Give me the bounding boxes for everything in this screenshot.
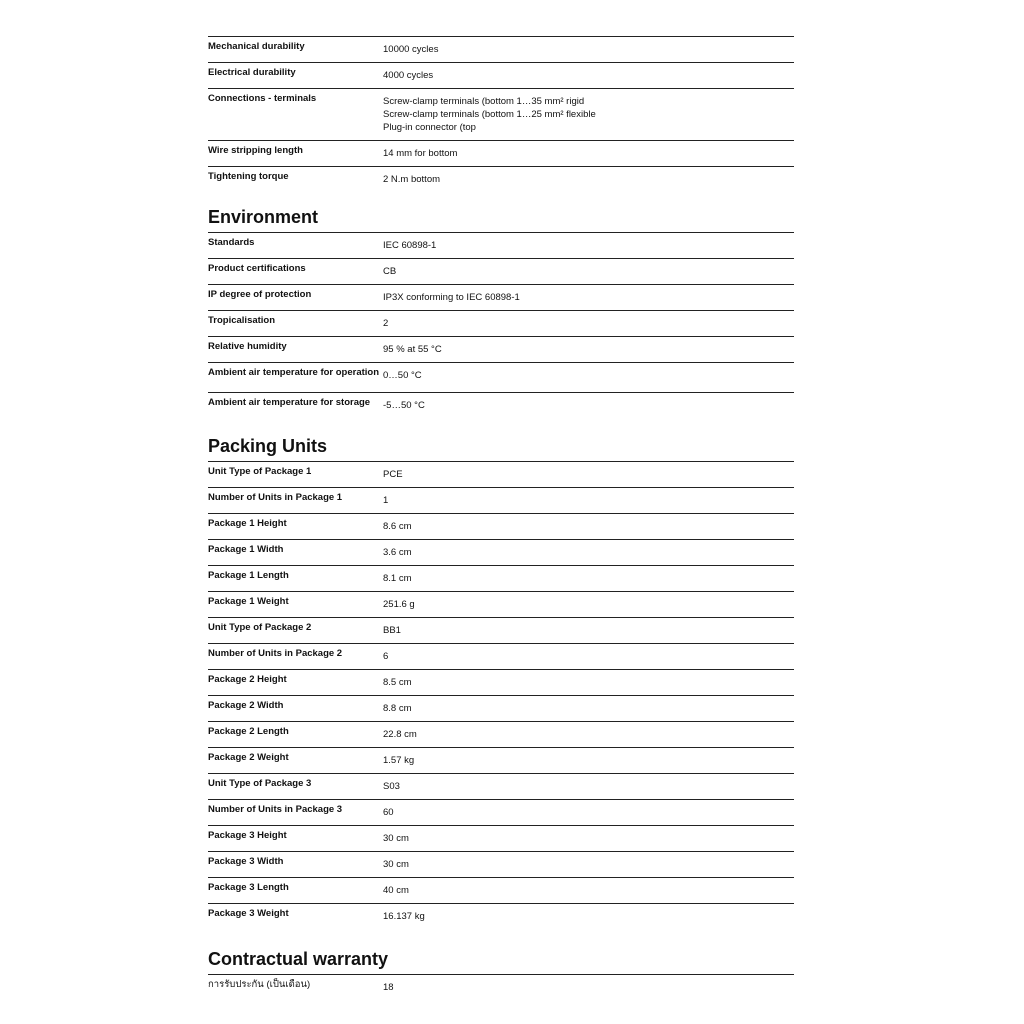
- spec-value-line: IEC 60898-1: [383, 240, 437, 251]
- spec-label: IP degree of protection: [208, 289, 312, 300]
- spec-value: [383, 37, 794, 62]
- spec-value: [383, 540, 794, 565]
- spec-value-line: 10000 cycles: [383, 44, 439, 55]
- spec-value: [383, 826, 794, 851]
- spec-value: [383, 63, 794, 88]
- spec-label: Electrical durability: [208, 67, 296, 78]
- spec-value: [383, 566, 794, 591]
- spec-value: [383, 462, 794, 487]
- spec-row-standards: [208, 232, 794, 258]
- spec-value-line: 40 cm: [383, 885, 409, 896]
- packing-spec-table: [208, 461, 794, 929]
- spec-row: [208, 565, 794, 591]
- spec-value-line: BB1: [383, 625, 401, 636]
- spec-label: Package 2 Length: [208, 726, 289, 737]
- spec-row-ambient-operation: [208, 362, 794, 392]
- spec-value-line: 16.137 kg: [383, 911, 425, 922]
- spec-row: [208, 773, 794, 799]
- spec-row: [208, 539, 794, 565]
- spec-row: [208, 851, 794, 877]
- spec-label: Ambient air temperature for storage: [208, 397, 371, 408]
- spec-value-line: PCE: [383, 469, 403, 480]
- spec-label: Package 3 Height: [208, 830, 287, 841]
- spec-row-relative-humidity: [208, 336, 794, 362]
- spec-row: [208, 903, 794, 929]
- spec-label: Package 2 Height: [208, 674, 287, 685]
- spec-value-line: 251.6 g: [383, 599, 415, 610]
- spec-value-line: 3.6 cm: [383, 547, 412, 558]
- spec-row: [208, 461, 794, 487]
- spec-value-line: Screw-clamp terminals (bottom 1…25 mm² flexible: [383, 109, 596, 120]
- spec-value-line: 2 N.m bottom: [383, 174, 441, 185]
- spec-label: Number of Units in Package 2: [208, 648, 343, 659]
- spec-row: [208, 799, 794, 825]
- spec-value: [383, 393, 794, 422]
- spec-row: [208, 877, 794, 903]
- spec-row-tropicalisation: [208, 310, 794, 336]
- environment-spec-table: [208, 232, 794, 422]
- spec-value: [383, 696, 794, 721]
- spec-value-line: 30 cm: [383, 833, 409, 844]
- spec-label: Unit Type of Package 2: [208, 622, 312, 633]
- spec-value-line: IP3X conforming to IEC 60898-1: [383, 292, 520, 303]
- spec-value: [383, 852, 794, 877]
- spec-row-electrical-durability: [208, 62, 794, 88]
- spec-value: [383, 488, 794, 513]
- spec-row: [208, 617, 794, 643]
- spec-row: [208, 487, 794, 513]
- spec-row-warranty-months: [208, 974, 794, 1000]
- spec-row: [208, 669, 794, 695]
- spec-row-ambient-storage: [208, 392, 794, 422]
- spec-label: Mechanical durability: [208, 41, 305, 52]
- spec-label: Package 3 Length: [208, 882, 289, 893]
- spec-value: [383, 592, 794, 617]
- spec-row: [208, 591, 794, 617]
- spec-value-line: 22.8 cm: [383, 729, 417, 740]
- spec-row: [208, 513, 794, 539]
- spec-value: [383, 233, 794, 258]
- spec-label: Number of Units in Package 1: [208, 492, 343, 503]
- spec-value-line: -5…50 °C: [383, 400, 425, 411]
- spec-label: Connections - terminals: [208, 93, 317, 104]
- spec-label: Tightening torque: [208, 171, 289, 182]
- spec-label: Number of Units in Package 3: [208, 804, 343, 815]
- spec-value-line: 0…50 °C: [383, 370, 422, 381]
- spec-value-line: 8.1 cm: [383, 573, 412, 584]
- spec-label: Package 2 Width: [208, 700, 284, 711]
- spec-value: [383, 800, 794, 825]
- spec-row: [208, 695, 794, 721]
- spec-row: [208, 747, 794, 773]
- spec-value: [383, 670, 794, 695]
- spec-value: [383, 89, 794, 140]
- spec-row-mechanical-durability: [208, 36, 794, 62]
- spec-label: Package 2 Weight: [208, 752, 289, 763]
- spec-value-line: 60: [383, 807, 394, 818]
- spec-value-line: 8.8 cm: [383, 703, 412, 714]
- general-spec-table: [208, 36, 794, 192]
- spec-value-line: 4000 cycles: [383, 70, 434, 81]
- spec-value: [383, 878, 794, 903]
- spec-row: [208, 825, 794, 851]
- spec-value: [383, 748, 794, 773]
- section-title-packing-units: Packing Units: [208, 436, 328, 456]
- spec-value: [383, 337, 794, 362]
- spec-value-line: Screw-clamp terminals (bottom 1…35 mm² rigid: [383, 96, 585, 107]
- spec-label: Package 1 Length: [208, 570, 289, 581]
- spec-value-line: 6: [383, 651, 389, 662]
- spec-row-connections-terminals: [208, 88, 794, 140]
- spec-value-line: 8.5 cm: [383, 677, 412, 688]
- spec-row-tightening-torque: [208, 166, 794, 192]
- spec-value-line: CB: [383, 266, 397, 277]
- spec-row-ip-degree: [208, 284, 794, 310]
- spec-label: Package 3 Weight: [208, 908, 289, 919]
- spec-value: [383, 904, 794, 929]
- spec-label: Wire stripping length: [208, 145, 303, 156]
- spec-value: [383, 644, 794, 669]
- spec-sheet: [208, 36, 794, 1000]
- spec-value: [383, 975, 794, 1000]
- spec-label: Unit Type of Package 3: [208, 778, 312, 789]
- spec-value: [383, 514, 794, 539]
- spec-value-line: 8.6 cm: [383, 521, 412, 532]
- spec-label: Standards: [208, 237, 255, 248]
- spec-value-line: Plug-in connector (top: [383, 122, 476, 133]
- spec-label: Ambient air temperature for operation: [208, 367, 380, 378]
- spec-label: Package 3 Width: [208, 856, 284, 867]
- spec-value-line: 1.57 kg: [383, 755, 415, 766]
- spec-label: Package 1 Weight: [208, 596, 289, 607]
- spec-label: Product certifications: [208, 263, 306, 274]
- spec-value: [383, 722, 794, 747]
- spec-label: การรับประกัน (เป็นเดือน): [208, 979, 311, 990]
- spec-value-line: 95 % at 55 °C: [383, 344, 442, 355]
- spec-label: Package 1 Height: [208, 518, 287, 529]
- spec-value: [383, 285, 794, 310]
- spec-value: [383, 774, 794, 799]
- spec-value: [383, 259, 794, 284]
- spec-value-line: 30 cm: [383, 859, 409, 870]
- spec-label: Tropicalisation: [208, 315, 276, 326]
- spec-label: Unit Type of Package 1: [208, 466, 312, 477]
- warranty-spec-table: [208, 974, 794, 1000]
- spec-value-line: 1: [383, 495, 389, 506]
- spec-value: [383, 311, 794, 336]
- spec-row: [208, 721, 794, 747]
- section-title-environment: Environment: [208, 207, 319, 227]
- spec-label: Relative humidity: [208, 341, 287, 352]
- spec-value-line: S03: [383, 781, 400, 792]
- spec-value: [383, 618, 794, 643]
- spec-value-line: 18: [383, 982, 394, 993]
- spec-row-product-certifications: [208, 258, 794, 284]
- spec-value-line: 2: [383, 318, 389, 329]
- spec-value: [383, 167, 794, 192]
- spec-value: [383, 363, 794, 392]
- spec-row-wire-stripping-length: [208, 140, 794, 166]
- spec-row: [208, 643, 794, 669]
- spec-value-line: 14 mm for bottom: [383, 148, 458, 159]
- spec-label: Package 1 Width: [208, 544, 284, 555]
- section-title-contractual-warranty: Contractual warranty: [208, 949, 389, 969]
- spec-value: [383, 141, 794, 166]
